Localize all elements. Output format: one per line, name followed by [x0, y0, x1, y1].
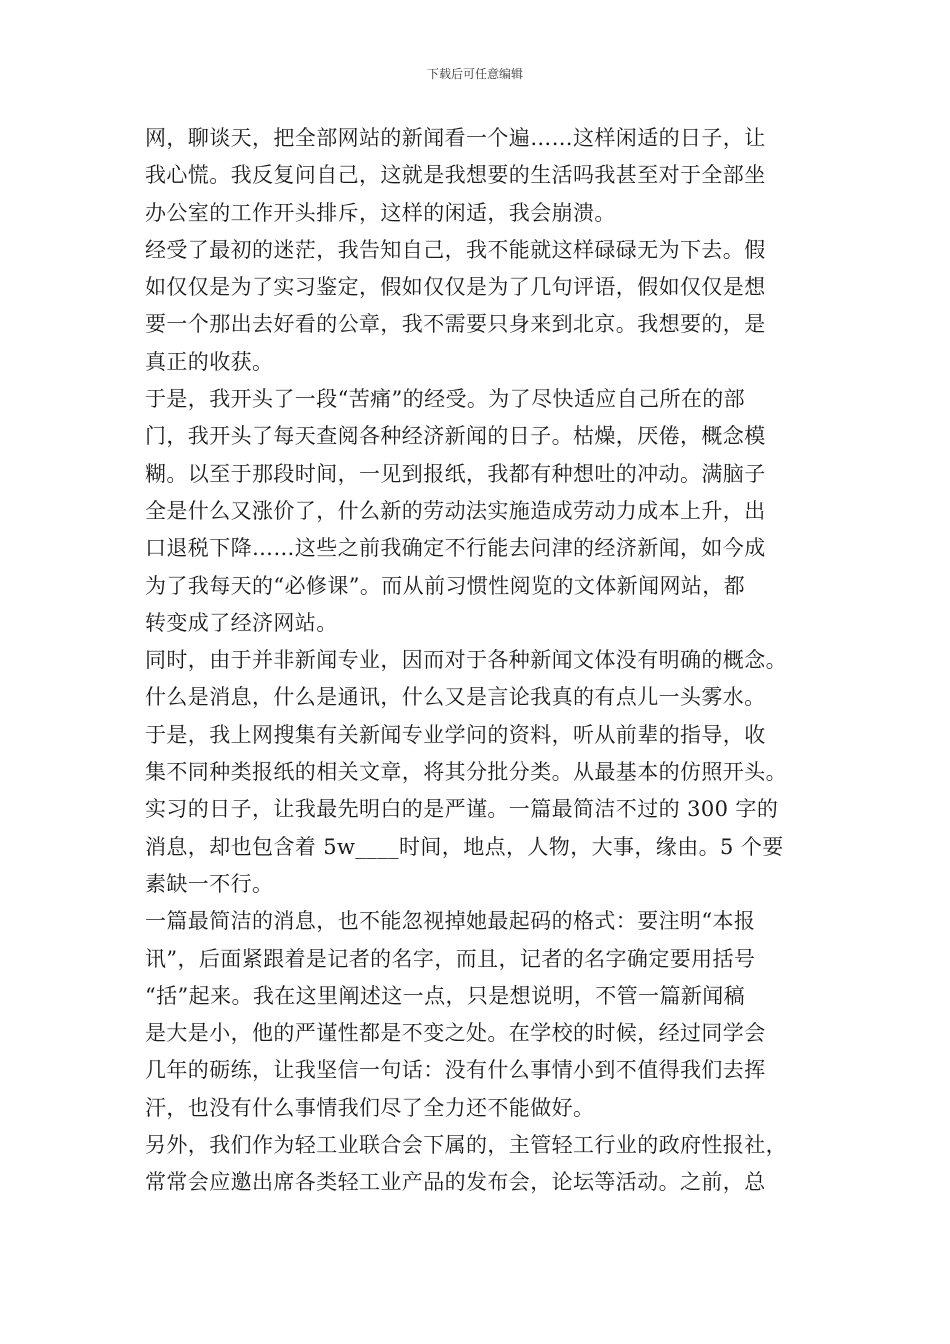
text-line: 门，我开头了每天查阅各种经济新闻的日子。枯燥，厌倦，概念模	[145, 424, 766, 449]
text-line: 要一个那出去好看的公章，我不需要只身来到北京。我想要的，是	[145, 312, 766, 337]
text-line: 转变成了经济网站。	[145, 610, 338, 635]
text-line: 真正的收获。	[145, 349, 274, 374]
text-line: 集不同种类报纸的相关文章，将其分批分类。从最基本的仿照开头。	[145, 760, 787, 785]
text-line: 汗，也没有什么事情我们尽了全力还不能做好。	[145, 1095, 595, 1120]
text-line: 网，聊谈天，把全部网站的新闻看一个遍……这样闲适的日子，让	[145, 126, 766, 150]
text-line: 素缺一不行。	[145, 871, 274, 896]
text-line: 讯”，后面紧跟着是记者的名字，而且，记者的名字确定要用括号	[145, 946, 756, 971]
text-line: 经受了最初的迷茫，我告知自己，我不能就这样碌碌无为下去。假	[145, 237, 766, 262]
text-line: 如仅仅是为了实习鉴定，假如仅仅是为了几句评语，假如仅仅是想	[145, 275, 766, 300]
text-line: 于是，我上网搜集有关新闻专业学问的资料，听从前辈的指导，收	[145, 722, 766, 747]
document-body	[145, 120, 810, 1202]
text-line: “括”起来。我在这里阐述这一点，只是想说明，不管一篇新闻稿	[145, 983, 746, 1008]
text-line: 另外，我们作为轻工业联合会下属的，主管轻工行业的政府性报社，	[145, 1133, 787, 1158]
text-line: 同时，由于并非新闻专业，因而对于各种新闻文体没有明确的概念。	[145, 648, 787, 673]
text-line: 实习的日子，让我最先明白的是严谨。一篇最简洁不过的 300 字的	[145, 797, 779, 822]
text-line: 什么是消息，什么是通讯，什么又是言论我真的有点儿一头雾水。	[145, 685, 766, 710]
page-header: 下载后可任意编辑	[426, 67, 523, 81]
text-line: 于是，我开头了一段“苦痛”的经受。为了尽快适应自己所在的部	[145, 387, 746, 412]
text-line: 常常会应邀出席各类轻工业产品的发布会，论坛等活动。之前，总	[145, 1170, 766, 1195]
text-line: 为了我每天的“必修课”。而从前习惯性阅览的文体新闻网站，都	[145, 573, 746, 598]
text-line: 我心慌。我反复问自己，这就是我想要的生活吗我甚至对于全部坐	[145, 163, 766, 188]
text-line: 糊。以至于那段时间，一见到报纸，我都有种想吐的冲动。满脑子	[145, 461, 766, 486]
text-line: 办公室的工作开头排斥，这样的闲适，我会崩溃。	[145, 200, 616, 225]
text-line: 全是什么又涨价了，什么新的劳动法实施造成劳动力成本上升，出	[145, 498, 766, 523]
text-line: 一篇最简洁的消息，也不能忽视掉她最起码的格式：要注明“本报	[145, 909, 756, 934]
text-line: 是大是小，他的严谨性都是不变之处。在学校的时候，经过同学会	[145, 1021, 766, 1046]
text-line: 几年的砺练，让我坚信一句话：没有什么事情小到不值得我们去挥	[145, 1058, 766, 1083]
text-line: 口退税下降……这些之前我确定不行能去问津的经济新闻，如今成	[145, 536, 766, 561]
text-line: 消息，却也包含着 5w____时间，地点，人物，大事，缘由。5 个要	[145, 834, 784, 859]
